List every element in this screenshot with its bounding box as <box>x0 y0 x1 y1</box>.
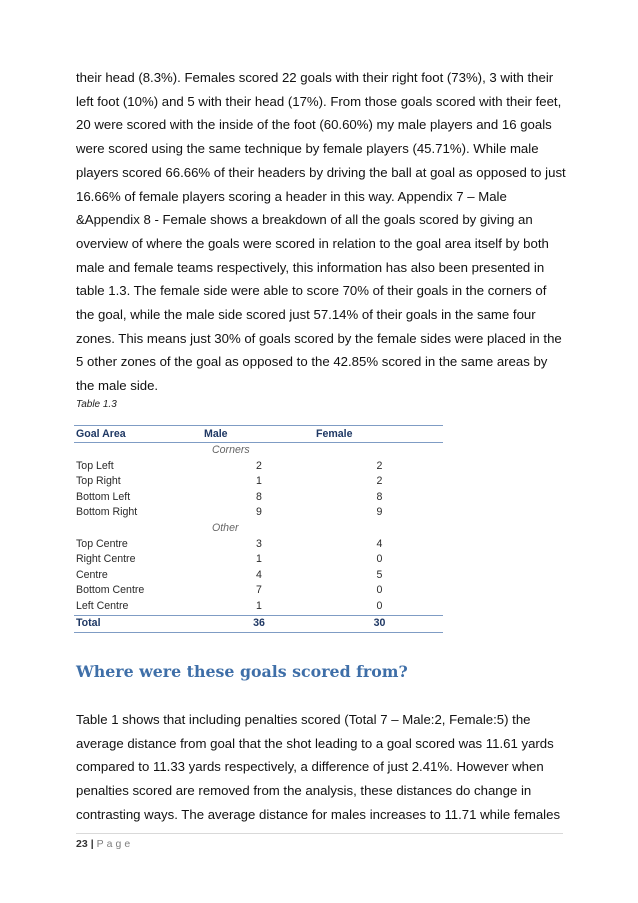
section-label-other: Other <box>212 521 239 534</box>
table-header-row <box>74 426 443 443</box>
male-cell: 4 <box>256 568 262 581</box>
total-male: 36 <box>202 615 314 632</box>
goal-area-cell: Top Left <box>76 459 114 472</box>
male-cell: 7 <box>256 584 262 597</box>
table-row <box>74 474 443 490</box>
female-cell: 8 <box>376 490 383 503</box>
total-label: Total <box>74 615 202 632</box>
male-cell: 3 <box>256 537 262 550</box>
table-row <box>74 505 443 521</box>
total-female: 30 <box>314 615 443 632</box>
header-goal-area: Goal Area <box>74 426 202 443</box>
male-cell: 1 <box>256 599 262 612</box>
male-cell: 2 <box>256 459 262 472</box>
table-row <box>74 490 443 506</box>
section-heading: Where were these goals scored from? <box>76 662 408 681</box>
female-cell: 2 <box>376 475 383 488</box>
female-cell: 5 <box>376 568 383 581</box>
table-row <box>74 583 443 599</box>
goal-area-cell: Bottom Centre <box>76 584 145 597</box>
male-cell: 9 <box>256 506 262 519</box>
female-cell: 0 <box>376 599 383 612</box>
body-paragraph-2: Table 1 shows that including penalties scored (Total 7 – Male:2, Female:5) the average distance from goal that the shot leading to a goal scored was 11.61 yards compared to 11.33 yards respectively, a difference of just 2.41%. However when penalties scored are removed from the analysis, these distances do change in contrasting ways. The average distance for males increases to 11.71 while females <box>76 712 561 822</box>
male-cell: 1 <box>256 553 262 566</box>
table-caption: Table 1.3 <box>76 399 117 410</box>
section-row-other <box>74 521 443 537</box>
female-cell: 2 <box>376 459 383 472</box>
goal-area-cell: Top Centre <box>76 537 128 550</box>
goal-area-table <box>74 425 443 633</box>
page-footer <box>76 838 133 850</box>
table-row <box>74 568 443 584</box>
table-row <box>74 459 443 475</box>
footer-divider <box>76 833 563 834</box>
page-label: Page <box>96 838 134 850</box>
page-number: 23 <box>76 838 88 850</box>
header-female: Female <box>314 426 443 443</box>
table-total-row <box>74 615 443 632</box>
goal-area-cell: Centre <box>76 568 108 581</box>
female-cell: 9 <box>376 506 383 519</box>
section-label-corners: Corners <box>212 444 250 456</box>
male-cell: 1 <box>256 475 262 488</box>
goal-area-cell: Right Centre <box>76 553 136 566</box>
body-paragraph-1: their head (8.3%). Females scored 22 goals with their right foot (73%), 3 with their left foot (10%) and 5 with their head (17%). From those goals scored with their feet, 20 were scored with the inside of the foot (60.60%) my male players and 16 goals were scored using the same technique by female players (45.71%). While male players scored 66.66% of their headers by driving the ball at goal as opposed to just 16.66% of female players scoring a header in this way. Appendix 7 – Male &Appendix 8 - Female shows a breakdown of all the goals scored by giving an overview of where the goals were scored in relation to the goal area itself by both male and female teams respectively, this information has also been presented in table 1.3. The female side were able to score 70% of their goals in the corners of the goal, while the male side scored just 57.14% of their goals in the same four zones. This means just 30% of goals scored by the female sides were placed in the 5 other zones of the goal as opposed to the 42.85% scored in the same areas by the male side. <box>76 70 566 394</box>
table-row <box>74 599 443 615</box>
male-cell: 8 <box>256 490 262 503</box>
goal-area-cell: Top Right <box>76 475 121 488</box>
table-row <box>74 552 443 568</box>
female-cell: 4 <box>376 537 383 550</box>
goal-area-cell: Bottom Right <box>76 506 138 519</box>
goal-area-cell: Left Centre <box>76 599 129 612</box>
goal-area-cell: Bottom Left <box>76 490 131 503</box>
footer-separator: | <box>90 838 94 850</box>
female-cell: 0 <box>376 584 383 597</box>
header-male: Male <box>202 426 314 443</box>
section-row-corners <box>74 443 443 459</box>
female-cell: 0 <box>376 553 383 566</box>
table-row <box>74 537 443 553</box>
